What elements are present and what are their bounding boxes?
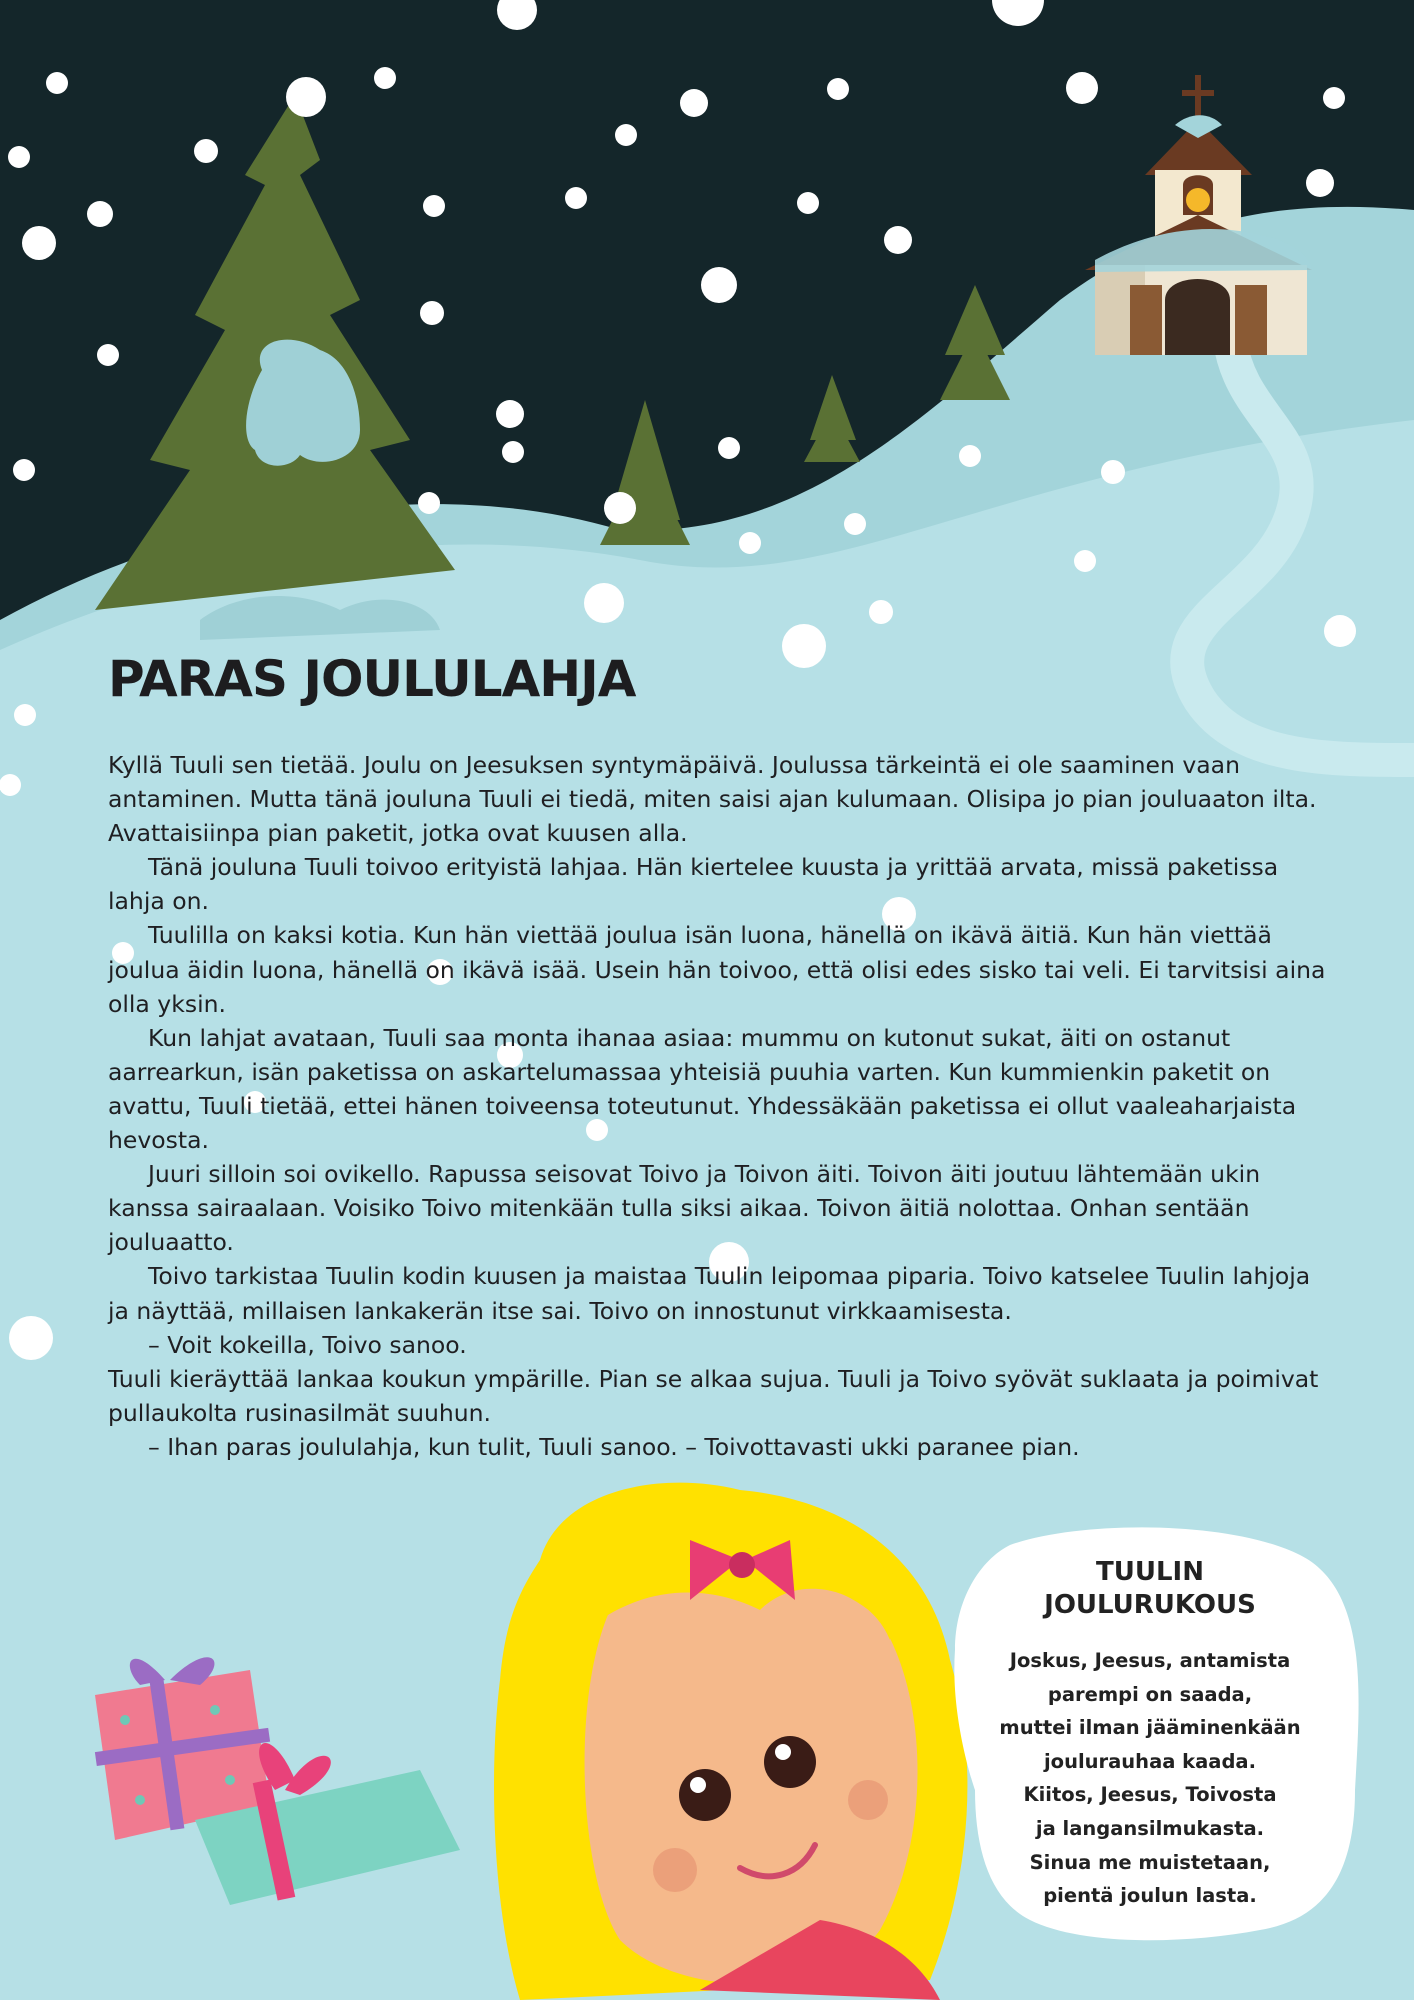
story-paragraph: Tuulilla on kaksi kotia. Kun hän viettää joulua isän luona, hänellä on ikävä äitiä. Kun hän viettää joulua äidin luona, hänellä on ikävä isää. Usein hän toivoo, että olisi edes sisko tai veli. Ei tarvitsisi aina olla yksin. [108, 921, 1326, 1018]
story-paragraph: Toivo tarkistaa Tuulin kodin kuusen ja maistaa Tuulin leipomaa piparia. Toivo katselee Tuulin lahjoja ja näyttää, millaisen lankakerän itse sai. Toivo on innostunut virkkaamisesta. [108, 1262, 1311, 1325]
story-paragraph: Juuri silloin soi ovikello. Rapussa seisovat Toivo ja Toivon äiti. Toivon äiti joutuu lähtemään ukin kanssa sairaalaan. Voisiko Toivo mitenkään tulla siksi aikaa. Toivon äitiä nolottaa. Onhan sentään jouluaatto. [108, 1160, 1261, 1257]
prayer-title-line: TUULIN [1096, 1557, 1204, 1587]
story-body [108, 748, 1333, 1464]
prayer-title-line: JOULURUKOUS [1044, 1590, 1256, 1620]
story-paragraph: Tänä jouluna Tuuli toivoo erityistä lahjaa. Hän kiertelee kuusta ja yrittää arvata, missä paketissa lahja on. [108, 853, 1279, 916]
story-title: PARAS JOULULAHJA [108, 650, 636, 708]
story-paragraph: Kyllä Tuuli sen tietää. Joulu on Jeesuksen syntymäpäivä. Joulussa tärkeintä ei ole saaminen vaan antaminen. Mutta tänä jouluna Tuuli ei tiedä, miten saisi ajan kulumaan. Olisipa jo pian jouluaaton ilta. Avattaisiinpa pian paketit, jotka ovat kuusen alla. [108, 751, 1317, 848]
story-paragraph: Kun lahjat avataan, Tuuli saa monta ihanaa asiaa: mummu on kutonut sukat, äiti on ostanut aarrearkun, isän paketissa on askartelumassaa yhteisiä puuhia varten. Kun kummienkin paketit on avattu, Tuuli tietää, ettei hänen toiveensa toteutunut. Yhdessäkään paketissa ei ollut vaaleaharjaista hevosta. [108, 1023, 1297, 1155]
prayer-line: Joskus, Jeesus, antamista [1009, 1649, 1291, 1672]
girl-tuuli-illustration [494, 1483, 967, 2000]
prayer-line: Sinua me muistetaan, [1029, 1850, 1271, 1874]
story-paragraph: Tuuli kieräyttää lankaa koukun ympärille. Pian se alkaa sujua. Tuuli ja Toivo syövät suklaata ja poimivat pullaukolta rusinasilmät suuhun. [108, 1364, 1319, 1427]
prayer-line: muttei ilman jääminenkään [999, 1716, 1301, 1740]
story-paragraph: – Ihan paras joululahja, kun tulit, Tuuli sanoo. – Toivottavasti ukki paranee pian. [148, 1432, 1080, 1461]
prayer-line: ja langansilmukasta. [1035, 1816, 1265, 1840]
prayer-line: Kiitos, Jeesus, Toivosta [1023, 1783, 1277, 1807]
prayer-title [990, 1556, 1310, 1622]
story-paragraph: – Voit kokeilla, Toivo sanoo. [148, 1330, 467, 1359]
prayer-line: pientä joulun lasta. [1043, 1884, 1257, 1908]
prayer-text [990, 1644, 1310, 1913]
prayer-line: parempi on saada, [1047, 1682, 1253, 1706]
prayer-line: joulurauhaa kaada. [1044, 1749, 1256, 1773]
